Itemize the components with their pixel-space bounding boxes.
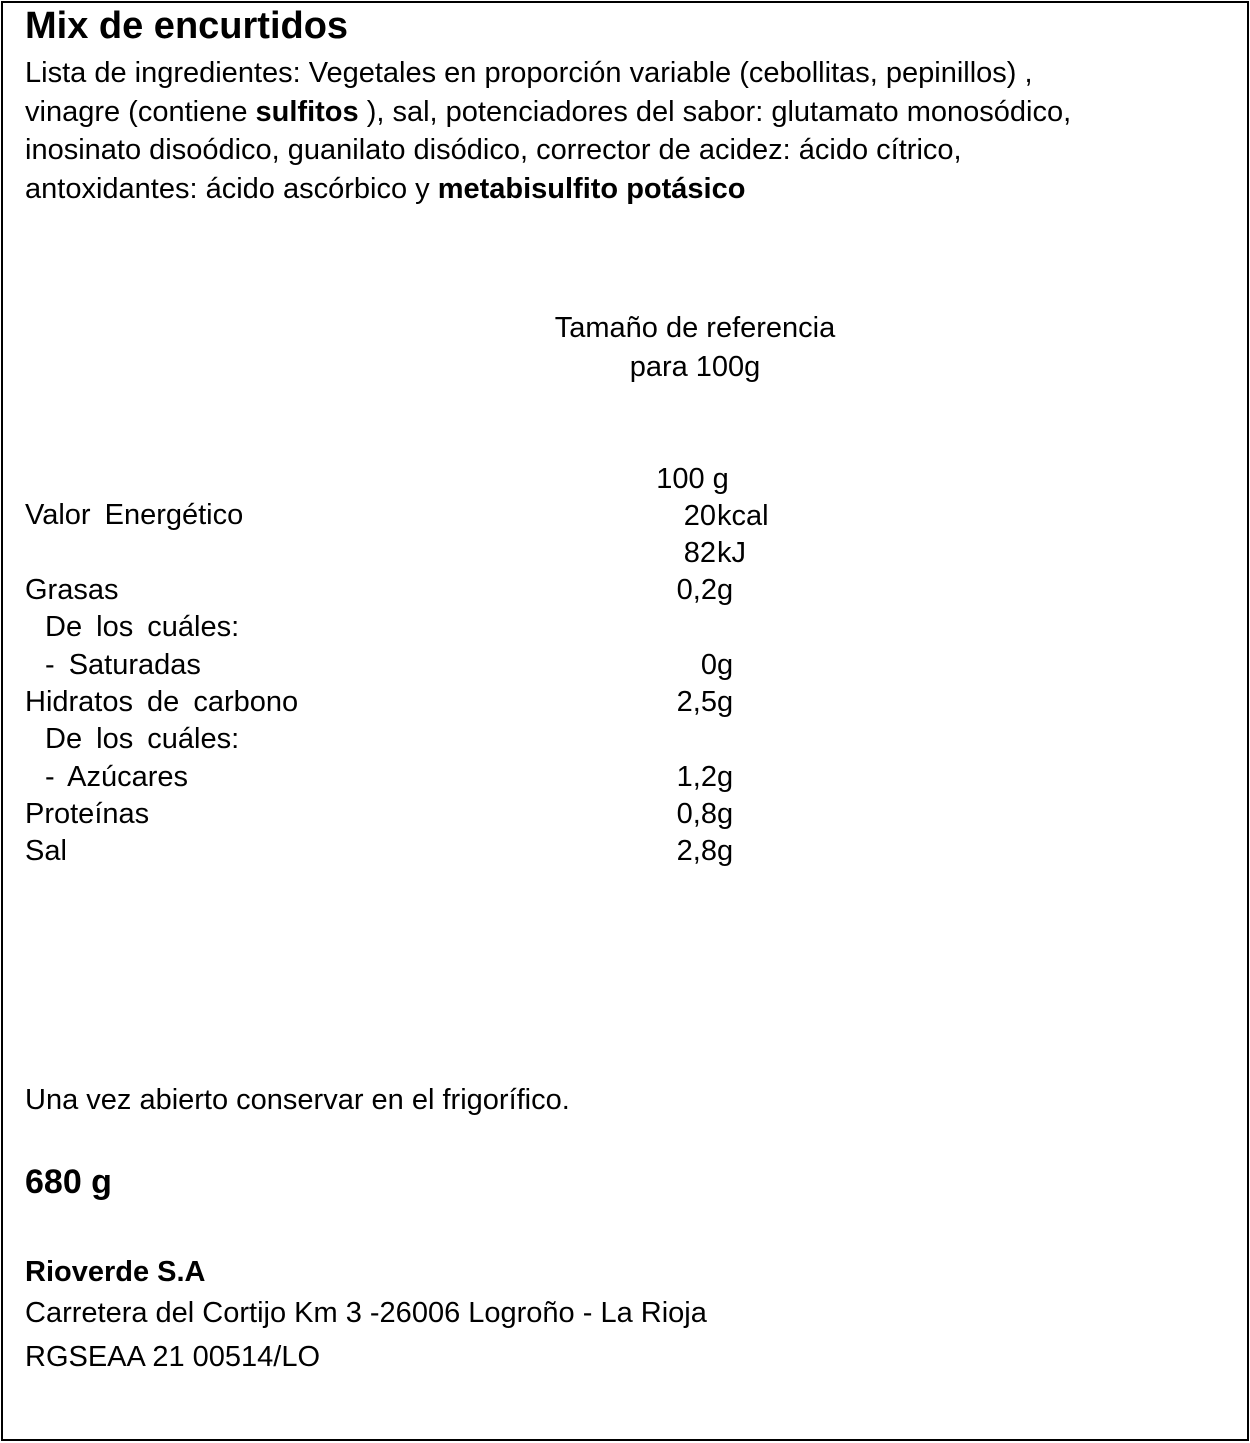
ingredients-list [25,54,1071,208]
nutrition-column-header: 100 g [656,463,729,495]
allergen-sulfitos: sulfitos [255,95,359,128]
nutrition-label: - Azúcares [45,761,188,793]
nutrition-unit: g [717,798,734,830]
nutrition-label: Hidratos de carbono [25,686,299,718]
nutrition-unit-kcal: kcal [717,500,769,532]
ingredients-line-3: inosinato disoódico, guanilato disódico, corrector de acidez: ácido cítrico, [25,134,962,166]
nutrition-unit: g [717,649,734,681]
nutrition-sublabel: De los cuáles: [45,723,240,755]
product-title: Mix de encurtidos [25,5,349,47]
ingredients-line-2 [25,93,1071,132]
reference-size-line-1: Tamaño de referencia [554,312,836,344]
manufacturer-name: Rioverde S.A [25,1256,206,1288]
nutrition-label: Sal [25,835,67,867]
nutrition-unit-kj: kJ [717,537,746,569]
ingredients-text: vinagre (contiene [25,95,256,128]
nutrition-sublabel: De los cuáles: [45,611,240,643]
nutrition-label-energy: Valor Energético [25,499,244,531]
nutrition-label: Proteínas [25,798,150,830]
ingredients-text: ), sal, potenciadores del sabor: glutamato monosódico, [358,95,1072,128]
manufacturer-address: Carretera del Cortijo Km 3 -26006 Logroño - La Rioja [25,1297,707,1329]
nutrition-value: 1,2 [676,761,717,793]
reference-size [540,309,850,386]
nutrition-unit: g [717,761,734,793]
storage-note: Una vez abierto conservar en el frigorífico. [25,1084,570,1116]
nutrition-label: Grasas [25,574,119,606]
nutrition-value: 0 [700,649,717,681]
nutrition-unit: g [717,835,734,867]
ingredients-line-1: Lista de ingredientes: Vegetales en proporción variable (cebollitas, pepinillos) , [25,57,1033,89]
ingredients-text: antoxidantes: ácido ascórbico y [25,172,438,205]
nutrition-value: 2,5 [676,686,717,718]
reference-size-line-2: para 100g [629,350,761,383]
nutrition-value-kj: 82 [683,537,716,569]
nutrition-value: 0,8 [676,798,717,830]
nutrition-unit: g [717,574,734,606]
nutrition-unit: g [717,686,734,718]
sanitary-registry: RGSEAA 21 00514/LO [25,1341,321,1373]
nutrition-value-kcal: 20 [683,500,716,532]
ingredients-line-4 [25,170,1071,209]
nutrition-value: 2,8 [676,835,717,867]
net-weight: 680 g [25,1163,112,1201]
allergen-metabisulfito: metabisulfito potásico [437,172,746,205]
nutrition-label: - Saturadas [45,649,201,681]
nutrition-value: 0,2 [676,574,717,606]
